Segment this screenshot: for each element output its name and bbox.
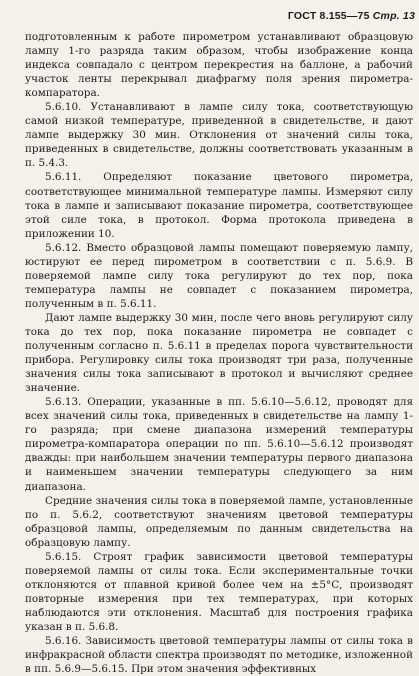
page-header — [288, 10, 415, 22]
paragraph: Средние значения силы тока в поверяемой лампе, установленные по п. 5.6.2, соответствуют значениям цветовой температуры образцовой лампы, определяемым по данным свидетельства на образцовую лампу. — [25, 494, 413, 549]
paragraph: 5.6.13. Операции, указанные в пп. 5.6.10—5.6.12, проводят для всех значений силы тока, приведенных в свидетельстве на лампу 1-го разряда; при смене диапазона измерений температуры пирометра-компаратора операции по пп. 5.6.10—5.6.12 производят дважды: при наибольшем значении температуры первого диапазона и наименьшем значении температуры следующего за ним диапазона. — [25, 396, 413, 493]
page-body — [25, 30, 413, 676]
paragraph: 5.6.12. Вместо образцовой лампы помещают поверяемую лампу, юстируют ее перед пирометром в соответствии с п. 5.6.9. В поверяемой лампе силу тока регулируют до тех пор, пока температура лампы не совпадет с показанием пирометра, полученным в п. 5.6.11. — [25, 241, 413, 310]
paragraph: 5.6.15. Строят график зависимости цветовой температуры поверяемой лампы от силы тока. Если экспериментальные точки отклоняются от плавной кривой более чем на ±5°С, производят повторные измерения при тех температурах, при которых наблюдаются эти отклонения. Масштаб для построения графика указан в п. 5.6.8. — [25, 550, 413, 633]
paragraph: Дают лампе выдержку 30 мин, после чего вновь регулируют силу тока до тех пор, пока показание пирометра не совпадет с полученным согласно п. 5.6.11 в пределах порога чувствительности прибора. Регулировку силы тока производят три раза, полученные значения силы тока записывают в протокол и вычисляют среднее значение. — [25, 311, 413, 395]
page-number: Стр. 13 — [372, 10, 415, 22]
paragraph: 5.6.11. Определяют показание цветового пирометра, соответствующее минимальной температуре лампы. Измеряют силу тока в лампе и записывают показание пирометра, соответствующее этой силе тока, в протокол. Форма протокола приведена в приложении 10. — [25, 171, 413, 240]
standard-number: ГОСТ 8.155—75 — [287, 10, 370, 22]
paragraph: 5.6.10. Устанавливают в лампе силу тока, соответствующую самой низкой температуре, приведенной в свидетельстве, и дают лампе выдержку 30 мин. Отклонения от значений силы тока, приведенных в свидетельстве, должны соответствовать указанным в п. 5.4.3. — [25, 101, 413, 170]
paragraph: 5.6.16. Зависимость цветовой температуры лампы от силы тока в инфракрасной области спектра производят по методике, изложенной в пп. 5.6.9—5.6.15. При этом значения эффективных — [25, 635, 413, 676]
paragraph: подготовленным к работе пирометром устанавливают образцовую лампу 1-го разряда таким образом, чтобы изображение конца индекса совпадало с центром перекрестия на баллоне, а рабочий участок ленты перекрывал диафрагму поля зрения пирометра-компаратора. — [25, 31, 413, 100]
